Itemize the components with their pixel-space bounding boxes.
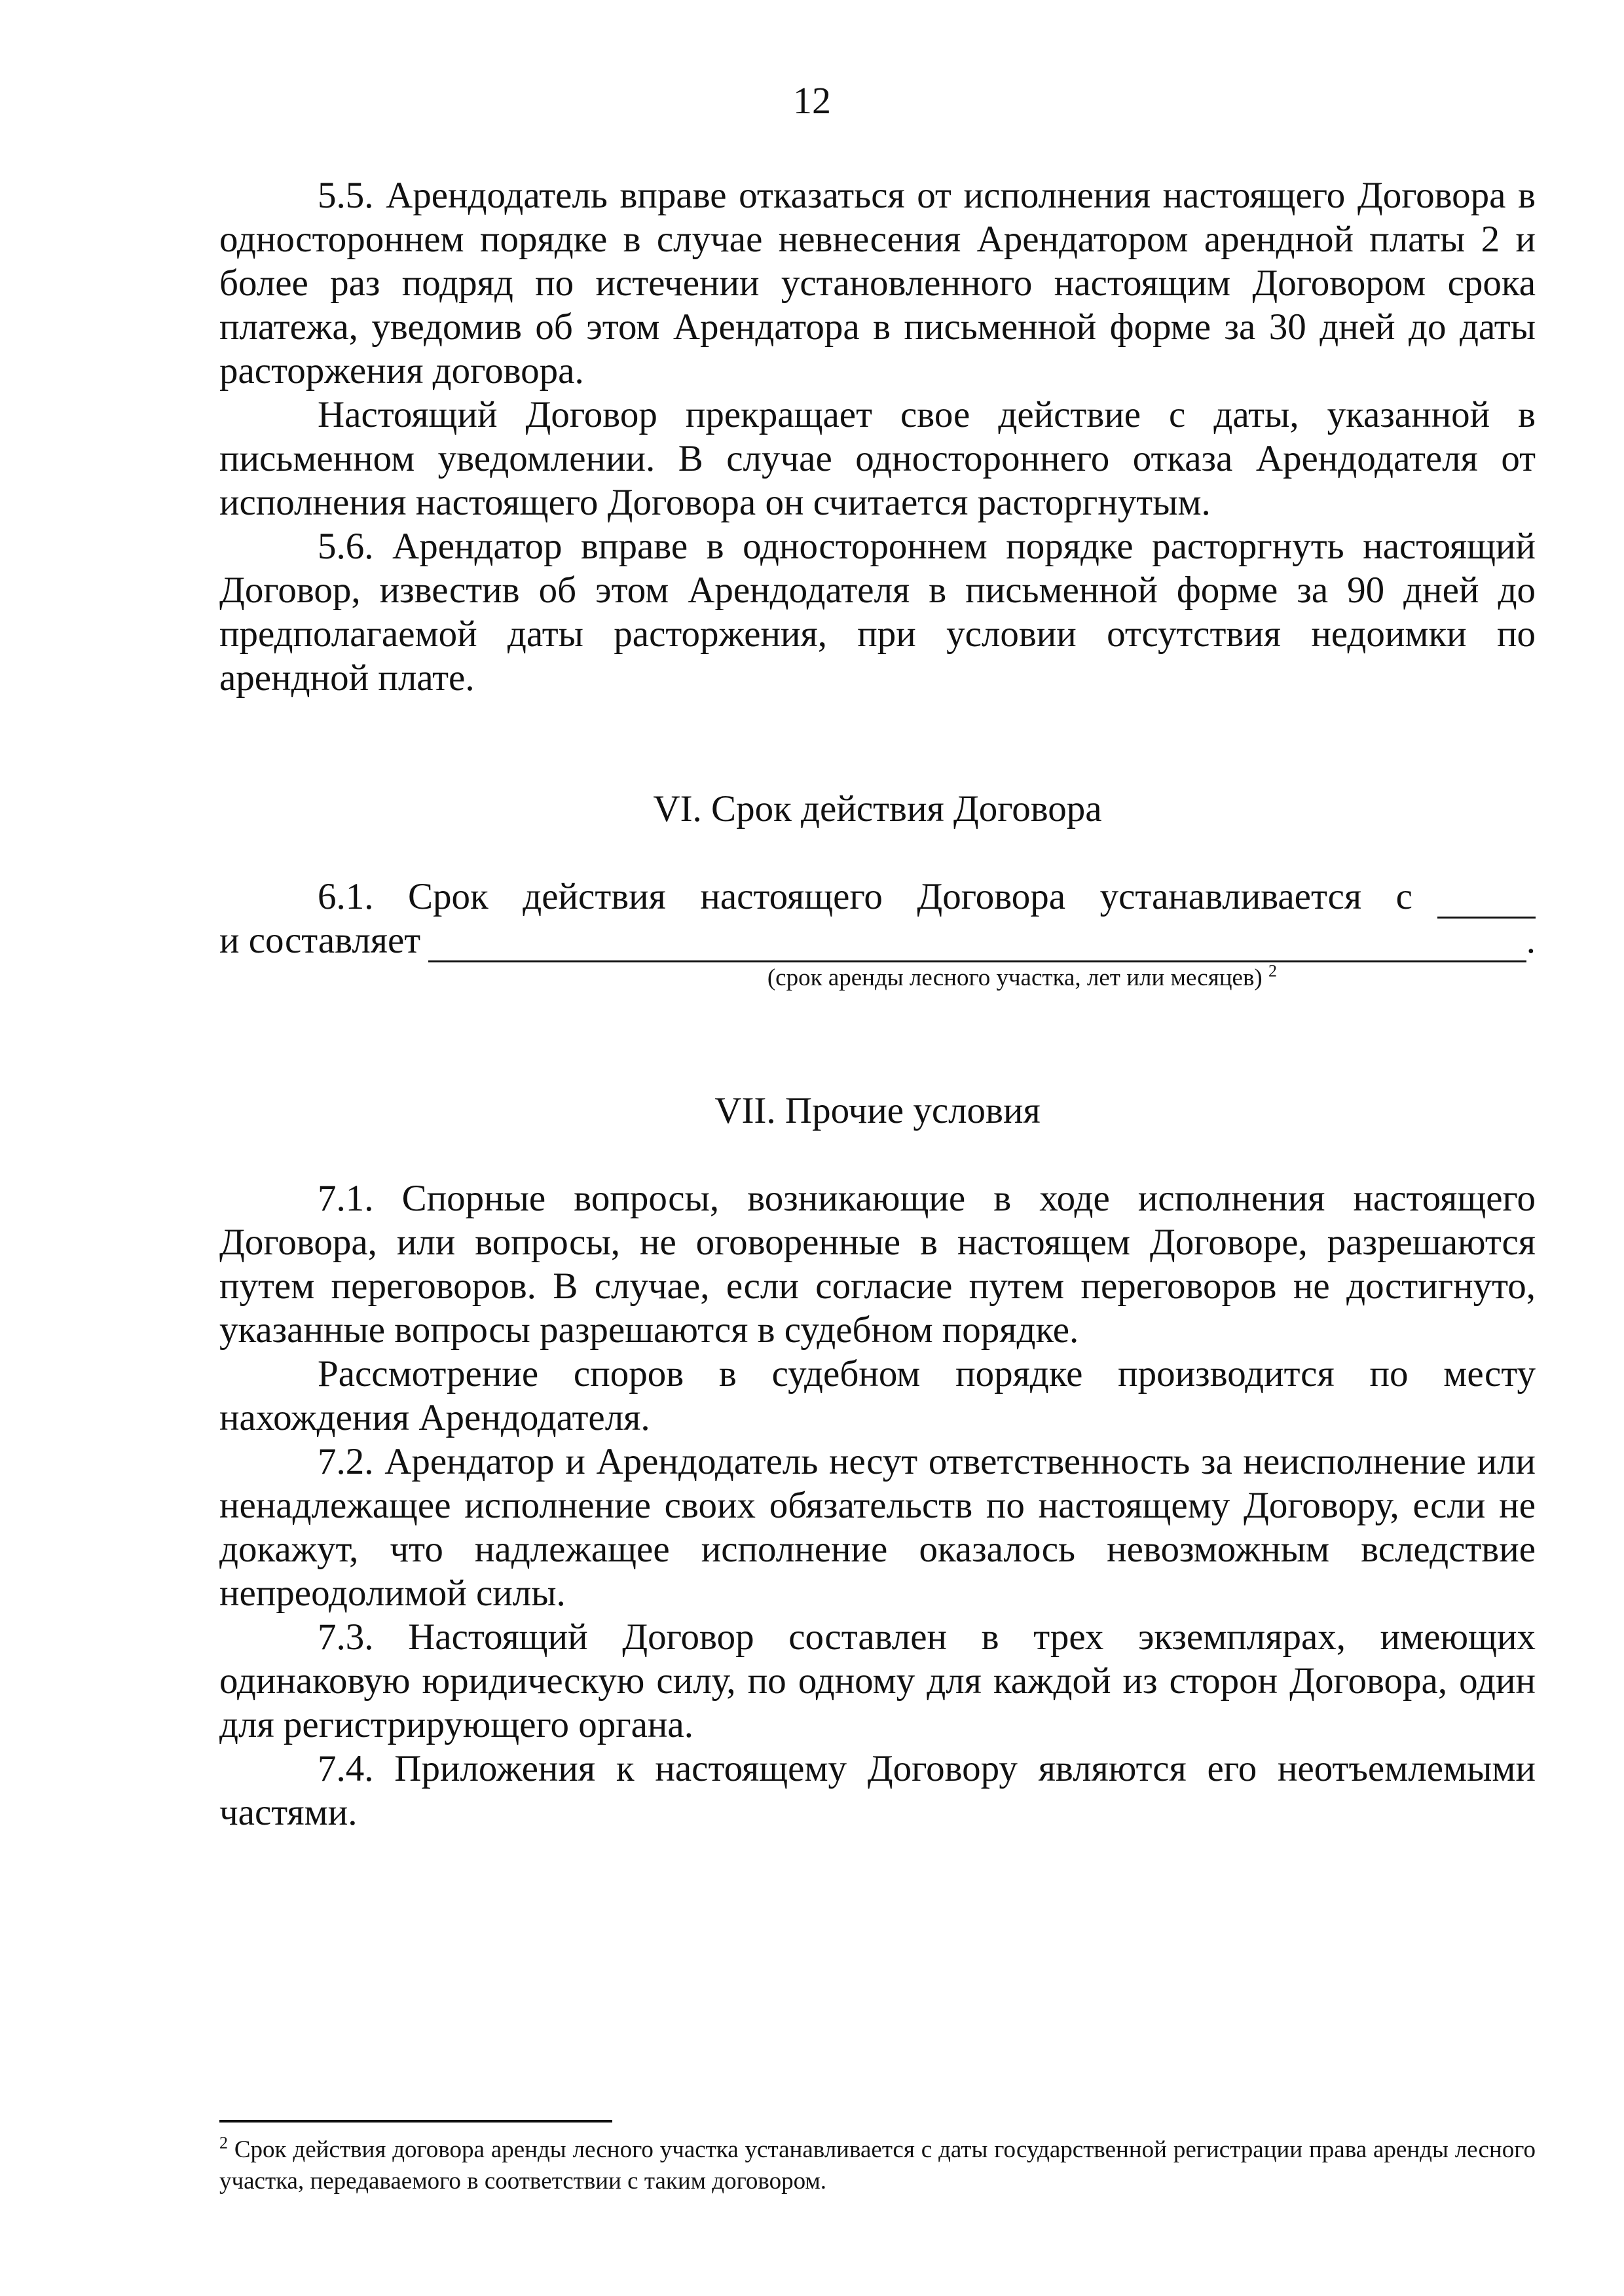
footnote-divider [219, 2120, 612, 2123]
term-compose-line [219, 919, 1536, 962]
clause-6-1-line [219, 875, 1536, 919]
clause-5-6: 5.6. Арендатор вправе в одностороннем порядке расторгнуть настоящий Договор, известив об этом Арендодателя в письменной форме за 90 дней до предполагаемой даты расторжения, при условии отсутствия недоимки по арендной плате. [219, 526, 1536, 699]
clause-7-2: 7.2. Арендатор и Арендодатель несут ответственность за неисполнение или ненадлежащее исполнение своих обязательств по настоящему Договору, если не докажут, что надлежащее исполнение оказалось невозможным вследствие непреодолимой силы. [219, 1441, 1536, 1614]
footnote [219, 2134, 1536, 2197]
footnote-text: Срок действия договора аренды лесного участка устанавливается с даты государственной регистрации права аренды лесного участка, передаваемого в соответствии с таким договором. [219, 2136, 1536, 2195]
lease-term-hint: (срок аренды лесного участка, лет или месяцев) $^2$ [767, 961, 1277, 991]
section-6-heading: VI. Срок действия Договора [653, 788, 1102, 829]
document-body [219, 173, 1536, 1834]
page-number: 12 [793, 79, 831, 122]
clause-6-1-words: 6.1. Срок действия настоящего Договора устанавливается с [318, 876, 1412, 917]
footnote-ref[interactable]: 2 [1268, 961, 1277, 981]
section-7-heading: VII. Прочие условия [714, 1090, 1041, 1131]
clause-7-1: 7.1. Спорные вопросы, возникающие в ходе исполнения настоящего Договора, или вопросы, не оговоренные в настоящем Договоре, разрешаются путем переговоров. В случае, если согласие путем переговоров не достигнуто, указанные вопросы разрешаются в судебном порядке. [219, 1178, 1536, 1351]
clause-7-4: 7.4. Приложения к настоящему Договору являются его неотъемлемыми частями. [219, 1748, 1536, 1833]
compose-end: . [1526, 920, 1536, 961]
clause-7-1-continuation: Рассмотрение споров в судебном порядке производится по месту нахождения Арендодателя. [219, 1353, 1536, 1438]
lease-term-blank[interactable] [428, 928, 1526, 962]
clause-5-5-continuation: Настоящий Договор прекращает свое действие с даты, указанной в письменном уведомлении. В случае одностороннего отказа Арендодателя от исполнения настоящего Договора он считается расторгнутым. [219, 394, 1536, 523]
start-date-blank[interactable] [1437, 884, 1536, 919]
clause-5-5: 5.5. Арендодатель вправе отказаться от исполнения настоящего Договора в одностороннем порядке в случае невнесения Арендатором арендной платы 2 и более раз подряд по истечении установленного настоящим Договором срока платежа, уведомив об этом Арендатора в письменной форме за 30 дней до даты расторжения договора. [219, 175, 1536, 392]
clause-7-3: 7.3. Настоящий Договор составлен в трех экземплярах, имеющих одинаковую юридическую силу, по одному для каждой из сторон Договора, один для регистрирующего органа. [219, 1616, 1536, 1745]
footnote-mark: 2 [219, 2133, 228, 2153]
compose-label: и составляет [219, 920, 421, 961]
